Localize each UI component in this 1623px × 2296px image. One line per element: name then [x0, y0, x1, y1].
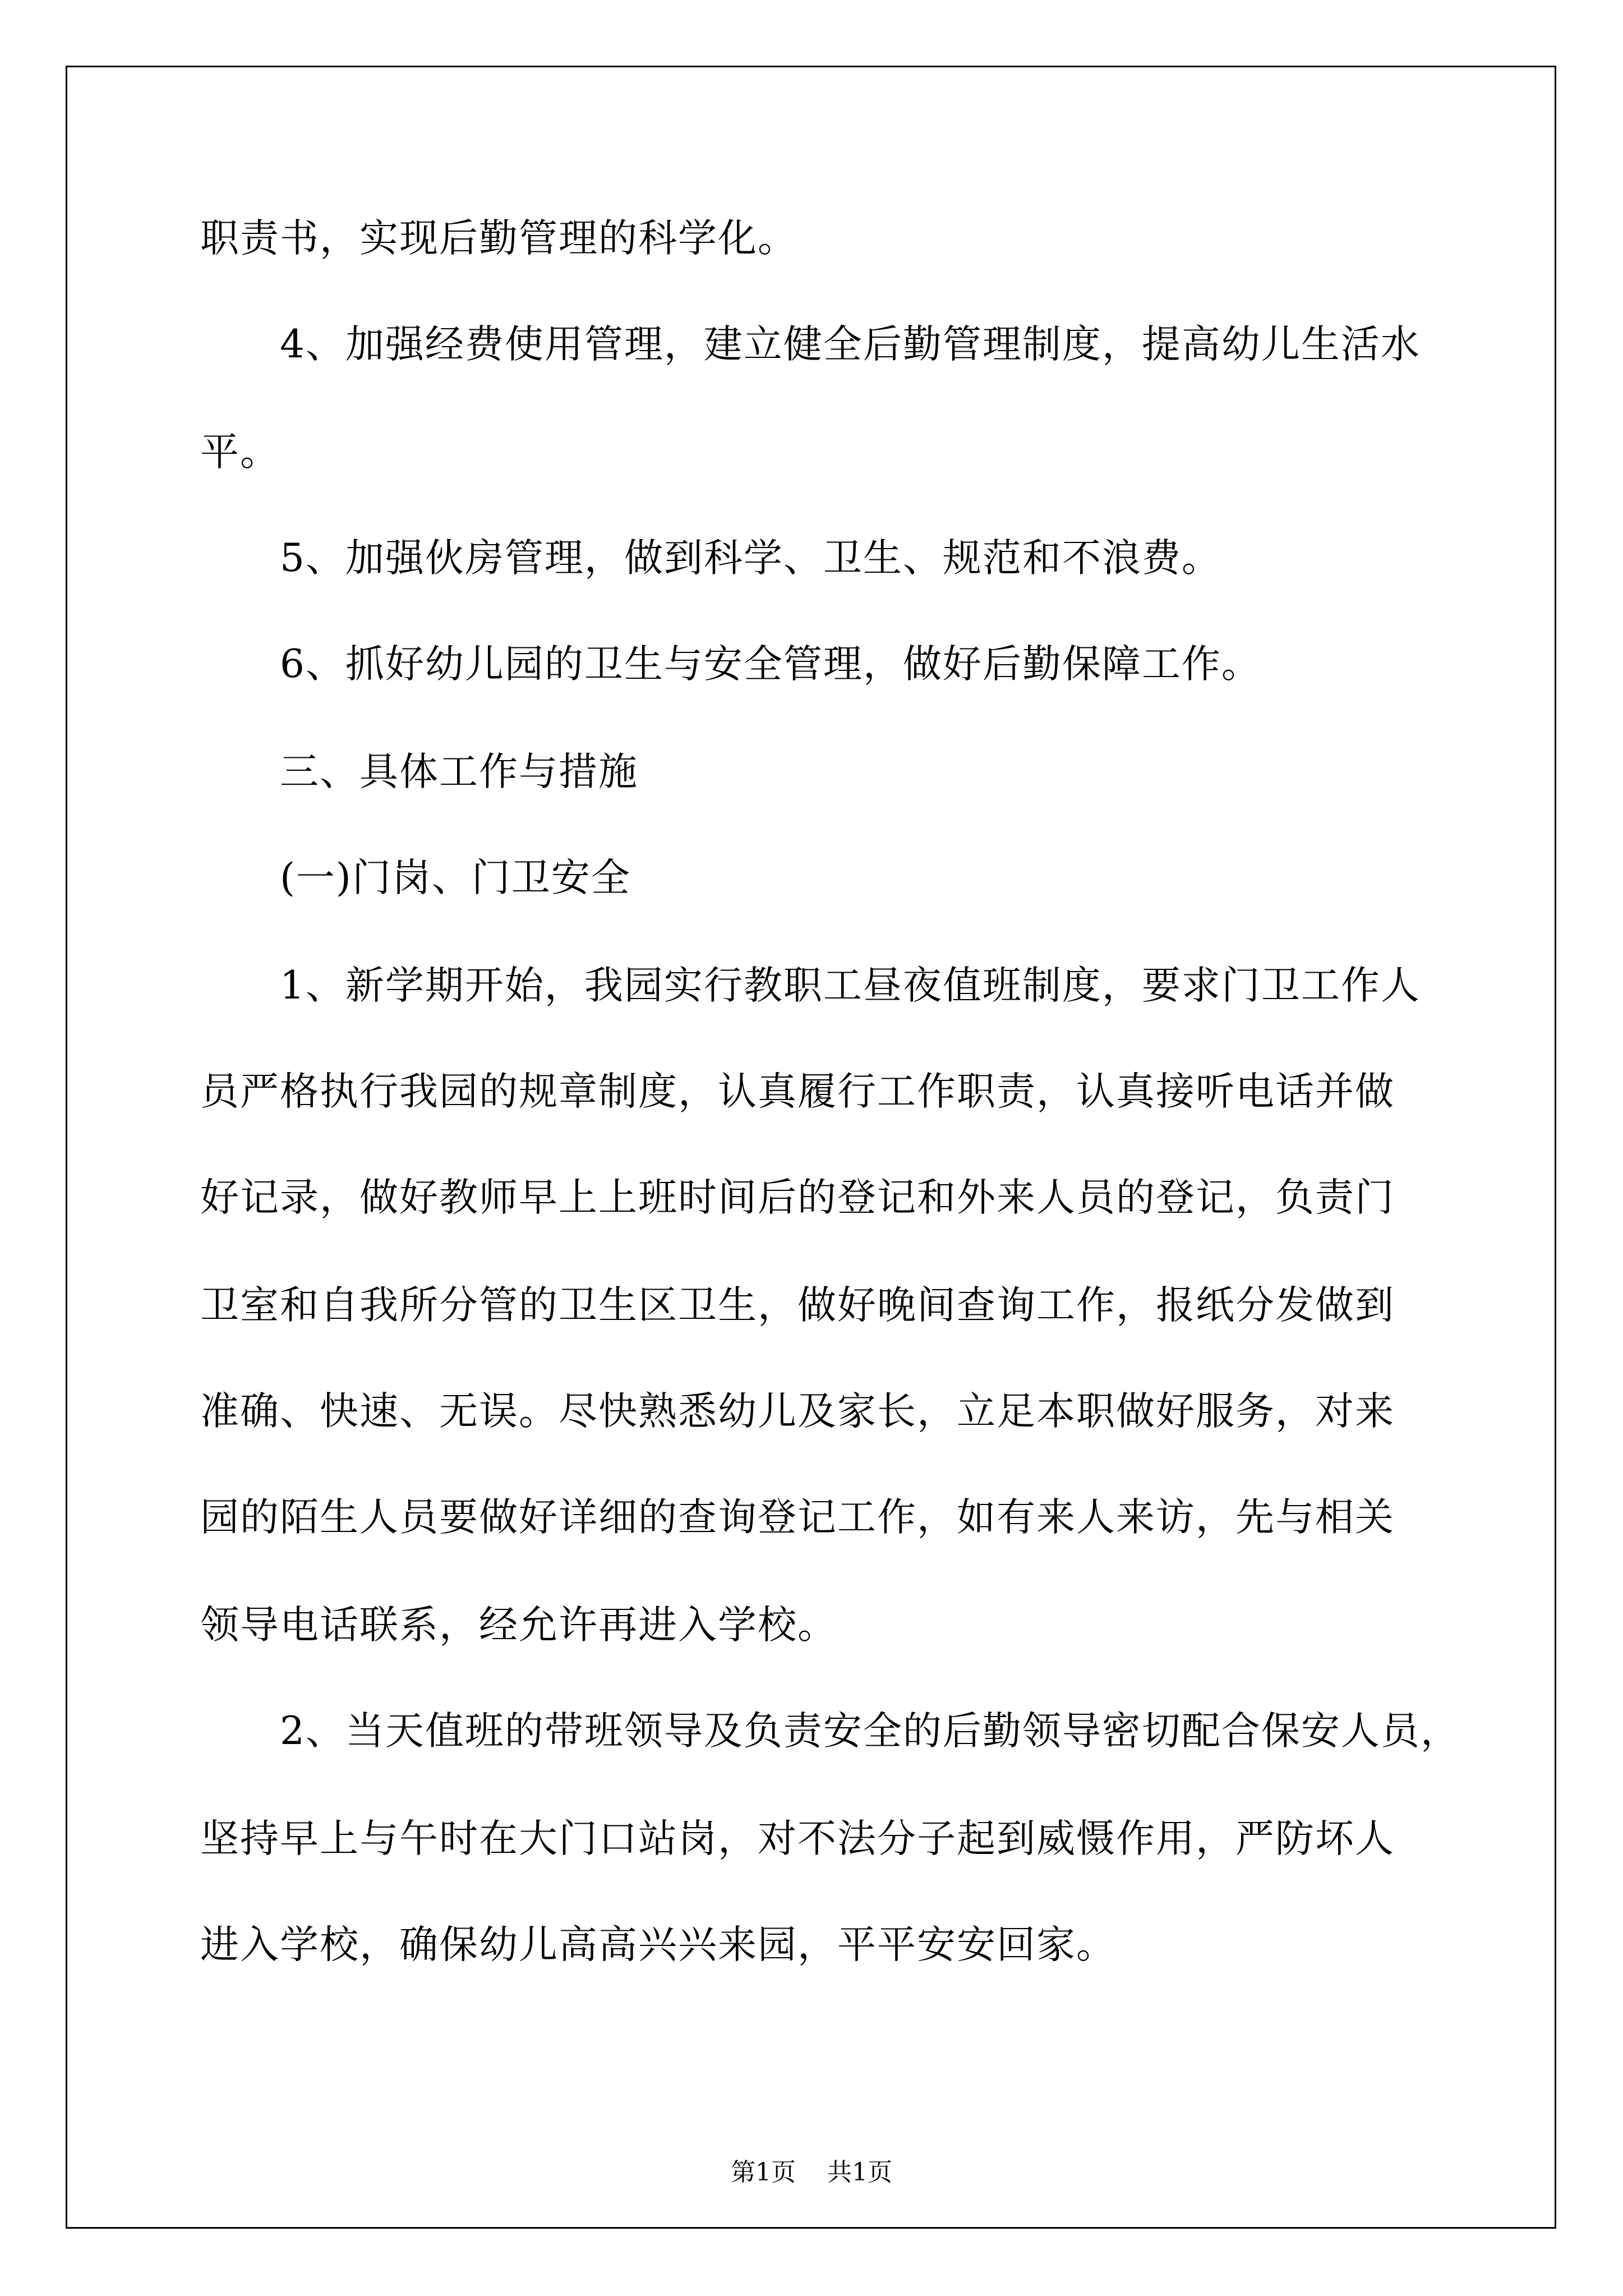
body-line: 领导电话联系，经允许再进入学校。 — [200, 1603, 837, 1648]
subsection-heading: (一)门岗、门卫安全 — [200, 855, 631, 900]
section-heading: 三、具体工作与措施 — [200, 749, 638, 794]
page-footer — [0, 2157, 1623, 2188]
body-line: 职责书，实现后勤管理的科学化。 — [200, 216, 797, 261]
body-line: 园的陌生人员要做好详细的查询登记工作，如有来人来访，先与相关 — [200, 1495, 1395, 1540]
body-line: 卫室和自我所分管的卫生区卫生，做好晚间查询工作，报纸分发做到 — [200, 1283, 1395, 1328]
body-line: 进入学校，确保幼儿高高兴兴来园，平平安安回家。 — [200, 1922, 1116, 1967]
page-number: 第1页 — [731, 2158, 796, 2187]
body-line: 准确、快速、无误。尽快熟悉幼儿及家长，立足本职做好服务，对来 — [200, 1389, 1395, 1434]
body-line: 平。 — [200, 430, 280, 475]
body-line: 好记录，做好教师早上上班时间后的登记和外来人员的登记，负责门 — [200, 1175, 1395, 1220]
body-line: 1、新学期开始，我园实行教职工昼夜值班制度，要求门卫工作人 — [200, 963, 1421, 1008]
page-border — [66, 66, 1556, 2229]
body-line: 6、抓好幼儿园的卫生与安全管理，做好后勤保障工作。 — [200, 642, 1261, 687]
body-line: 员严格执行我园的规章制度，认真履行工作职责，认真接听电话并做 — [200, 1069, 1395, 1114]
body-line: 5、加强伙房管理，做到科学、卫生、规范和不浪费。 — [200, 536, 1221, 581]
page-total: 共1页 — [827, 2158, 892, 2187]
body-line: 坚持早上与午时在大门口站岗，对不法分子起到威慑作用，严防坏人 — [200, 1816, 1395, 1861]
body-line: 2、当天值班的带班领导及负责安全的后勤领导密切配合保安人员， — [200, 1709, 1460, 1754]
body-line: 4、加强经费使用管理，建立健全后勤管理制度，提高幼儿生活水 — [200, 322, 1421, 367]
